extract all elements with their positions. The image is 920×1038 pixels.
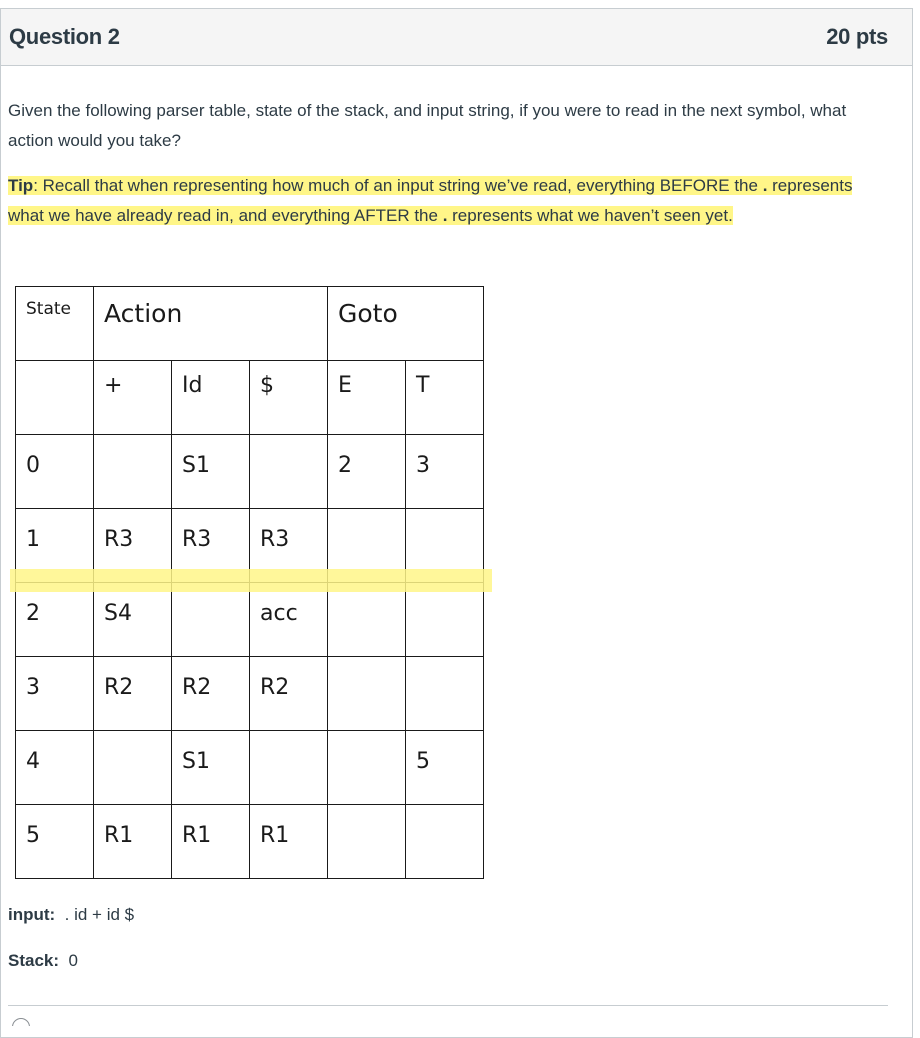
table-cell xyxy=(16,805,94,879)
cell-text: 3 xyxy=(26,675,40,700)
cell-text xyxy=(406,657,483,677)
cell-text: R3 xyxy=(104,527,134,552)
tip-dot-2: . xyxy=(442,206,448,225)
symbol-cell xyxy=(172,361,250,435)
parser-table xyxy=(15,286,484,879)
question-points: 20 pts xyxy=(826,24,888,49)
cell-text: S4 xyxy=(104,601,132,626)
tip-dot-1: . xyxy=(762,176,768,195)
cell-text: R2 xyxy=(182,675,212,700)
cell-text: 5 xyxy=(416,749,430,774)
table-row xyxy=(16,731,484,805)
cell-text xyxy=(250,731,327,751)
cell-text: acc xyxy=(260,601,298,626)
symbol-blank-cell xyxy=(16,361,94,435)
table-cell xyxy=(172,657,250,731)
table-cell xyxy=(172,509,250,583)
cell-text: S1 xyxy=(182,749,210,774)
symbol-cell xyxy=(328,361,406,435)
radio-button[interactable] xyxy=(12,1018,30,1026)
table-cell xyxy=(94,731,172,805)
input-line xyxy=(8,905,134,925)
table-row xyxy=(16,583,484,657)
table-cell xyxy=(16,731,94,805)
cell-text: R1 xyxy=(260,823,290,848)
cell-text xyxy=(328,657,405,677)
cell-text: 4 xyxy=(26,749,40,774)
symbol-id: Id xyxy=(182,373,203,398)
tip-text-1: : Recall that when representing how much of an input string we’ve read, everything BEFORE the xyxy=(33,176,763,195)
table-cell xyxy=(328,657,406,731)
stack-line xyxy=(8,951,78,971)
table-cell xyxy=(94,805,172,879)
cell-text: 2 xyxy=(338,453,352,478)
table-cell xyxy=(94,435,172,509)
cell-text: R3 xyxy=(260,527,290,552)
table-cell xyxy=(328,435,406,509)
goto-header: Goto xyxy=(338,299,398,328)
question-text: Given the following parser table, state of the stack, and input string, if you were to read in the next symbol, what action would you take? xyxy=(8,101,847,150)
stack-label: Stack: xyxy=(8,951,60,970)
cell-text: 2 xyxy=(26,601,40,626)
table-cell xyxy=(406,805,484,879)
cell-text: 1 xyxy=(26,527,40,552)
table-cell xyxy=(328,583,406,657)
symbol-dollar: $ xyxy=(260,373,274,398)
cell-text xyxy=(406,805,483,825)
table-cell xyxy=(250,805,328,879)
table-row xyxy=(16,805,484,879)
tip-highlight xyxy=(8,176,852,225)
table-cell xyxy=(16,435,94,509)
cell-text xyxy=(328,731,405,751)
table-cell xyxy=(16,583,94,657)
table-cell xyxy=(16,509,94,583)
cell-text xyxy=(250,435,327,455)
input-label: input: xyxy=(8,905,56,924)
cell-text: R2 xyxy=(260,675,290,700)
action-header: Action xyxy=(104,299,183,328)
table-cell xyxy=(172,805,250,879)
symbol-cell xyxy=(406,361,484,435)
question-title: Question 2 xyxy=(9,24,120,49)
cell-text: R1 xyxy=(182,823,212,848)
cell-text xyxy=(94,435,171,455)
table-cell xyxy=(16,657,94,731)
stack-value: 0 xyxy=(68,951,78,970)
table-cell xyxy=(406,731,484,805)
cell-text: 5 xyxy=(26,823,40,848)
tip-label: Tip xyxy=(8,176,34,195)
table-cell xyxy=(328,805,406,879)
cell-text: R2 xyxy=(104,675,134,700)
cell-text xyxy=(94,731,171,751)
cell-text xyxy=(328,583,405,603)
table-cell xyxy=(406,583,484,657)
table-cell xyxy=(250,583,328,657)
cell-text xyxy=(406,583,483,603)
table-cell xyxy=(328,731,406,805)
symbol-plus: + xyxy=(104,373,123,398)
table-cell xyxy=(250,509,328,583)
symbol-cell xyxy=(250,361,328,435)
table-cell xyxy=(172,435,250,509)
table-cell xyxy=(250,657,328,731)
table-cell xyxy=(94,509,172,583)
cell-text: 3 xyxy=(416,453,430,478)
cell-text: 0 xyxy=(26,453,40,478)
symbol-cell xyxy=(94,361,172,435)
cell-text: R1 xyxy=(104,823,134,848)
question-header xyxy=(1,9,912,66)
table-cell xyxy=(328,509,406,583)
tip-text-3: represents what we haven’t seen yet. xyxy=(447,206,733,225)
table-row xyxy=(16,435,484,509)
table-cell xyxy=(94,657,172,731)
tip-paragraph xyxy=(8,171,888,231)
tip-text-2: represents what we have already read in, and everything AFTER the xyxy=(8,176,853,225)
state-header-cell xyxy=(16,287,94,361)
cell-text xyxy=(172,583,249,603)
table-cell xyxy=(406,509,484,583)
table-cell xyxy=(172,731,250,805)
table-cell xyxy=(250,731,328,805)
table-cell xyxy=(250,435,328,509)
table-cell xyxy=(94,583,172,657)
table-row xyxy=(16,657,484,731)
state-header: State xyxy=(26,299,71,319)
input-value: . id + id $ xyxy=(64,905,135,924)
cell-text: S1 xyxy=(182,453,210,478)
symbol-t: T xyxy=(416,373,430,398)
answer-option-partial[interactable] xyxy=(12,1018,212,1026)
cell-text xyxy=(328,509,405,529)
symbol-e: E xyxy=(338,373,352,398)
action-header-cell xyxy=(94,287,328,361)
cell-text: R3 xyxy=(182,527,212,552)
table-cell xyxy=(406,657,484,731)
cell-text xyxy=(406,509,483,529)
goto-header-cell xyxy=(328,287,484,361)
answer-divider xyxy=(8,1005,888,1006)
cell-text xyxy=(328,805,405,825)
table-row xyxy=(16,509,484,583)
table-cell xyxy=(172,583,250,657)
table-cell xyxy=(406,435,484,509)
